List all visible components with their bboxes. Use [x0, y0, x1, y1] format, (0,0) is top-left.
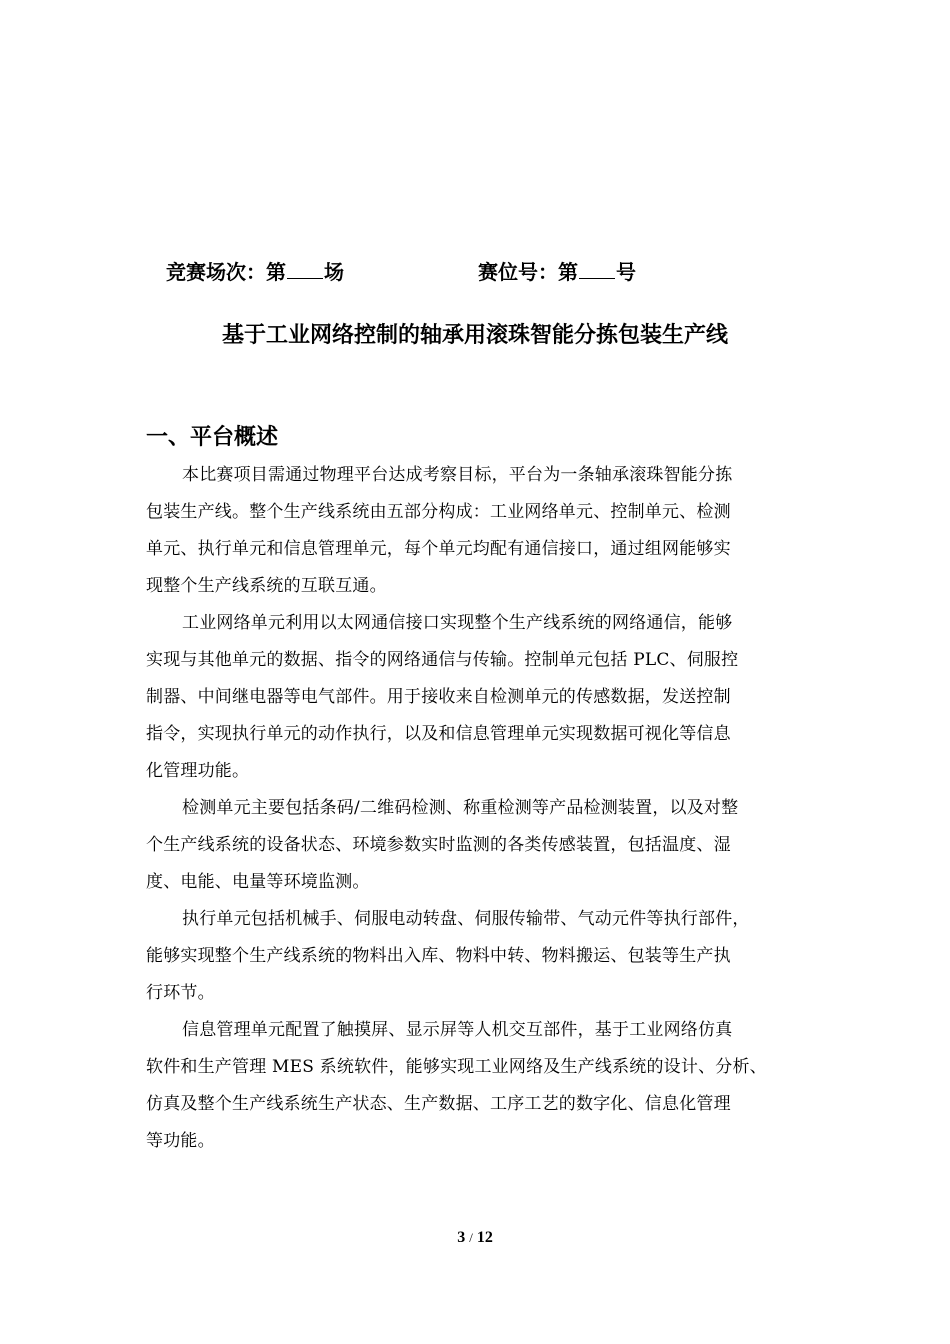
paragraph-5	[146, 1012, 808, 1160]
session-label: 竞赛场次：第	[166, 260, 286, 284]
paragraph-line: 行环节。	[146, 983, 215, 1003]
current-page: 3	[457, 1229, 466, 1246]
paragraph-line: 现整个生产线系统的互联互通。	[146, 576, 387, 596]
page-number	[0, 1226, 950, 1250]
paragraph-3	[146, 790, 808, 901]
seat-label: 赛位号：第	[478, 260, 578, 284]
section-body	[146, 457, 808, 1160]
paragraph-line: 仿真及整个生产线系统生产状态、生产数据、工序工艺的数字化、信息化管理	[146, 1094, 731, 1114]
total-pages: 12	[476, 1229, 493, 1246]
session-suffix: 场	[324, 260, 344, 284]
paragraph-2	[146, 605, 808, 790]
seat-field	[478, 256, 636, 288]
paragraph-line: 度、电能、电量等环境监测。	[146, 872, 370, 892]
paragraph-line: 本比赛项目需通过物理平台达成考察目标，平台为一条轴承滚珠智能分拣	[182, 465, 733, 485]
page-separator: /	[469, 1230, 473, 1245]
session-blank	[287, 256, 323, 279]
paragraph-line: 检测单元主要包括条码/二维码检测、称重检测等产品检测装置，以及对整	[182, 798, 739, 818]
session-field	[166, 256, 344, 288]
seat-blank	[579, 256, 615, 279]
paragraph-line: 个生产线系统的设备状态、环境参数实时监测的各类传感装置，包括温度、湿	[146, 835, 731, 855]
paragraph-line: 实现与其他单元的数据、指令的网络通信与传输。控制单元包括 PLC、伺服控	[146, 650, 739, 670]
paragraph-line: 执行单元包括机械手、伺服电动转盘、伺服传输带、气动元件等执行部件，	[182, 909, 750, 929]
paragraph-line: 工业网络单元利用以太网通信接口实现整个生产线系统的网络通信，能够	[182, 613, 733, 633]
paragraph-line: 指令，实现执行单元的动作执行，以及和信息管理单元实现数据可视化等信息	[146, 724, 731, 744]
paragraph-line: 化管理功能。	[146, 761, 250, 781]
paragraph-line: 信息管理单元配置了触摸屏、显示屏等人机交互部件，基于工业网络仿真	[182, 1020, 733, 1040]
paragraph-1	[146, 457, 808, 605]
paragraph-line: 包装生产线。整个生产线系统由五部分构成：工业网络单元、控制单元、检测	[146, 502, 731, 522]
paragraph-line: 等功能。	[146, 1131, 215, 1151]
paragraph-line: 单元、执行单元和信息管理单元，每个单元均配有通信接口，通过组网能够实	[146, 539, 731, 559]
paragraph-line: 制器、中间继电器等电气部件。用于接收来自检测单元的传感数据，发送控制	[146, 687, 731, 707]
paragraph-line: 软件和生产管理 MES 系统软件，能够实现工业网络及生产线系统的设计、分析、	[146, 1057, 767, 1077]
paragraph-line: 能够实现整个生产线系统的物料出入库、物料中转、物料搬运、包装等生产执	[146, 946, 731, 966]
document-title: 基于工业网络控制的轴承用滚珠智能分拣包装生产线	[221, 323, 728, 348]
paragraph-4	[146, 901, 808, 1012]
section-heading: 一、平台概述	[146, 425, 279, 450]
seat-suffix: 号	[616, 260, 636, 284]
